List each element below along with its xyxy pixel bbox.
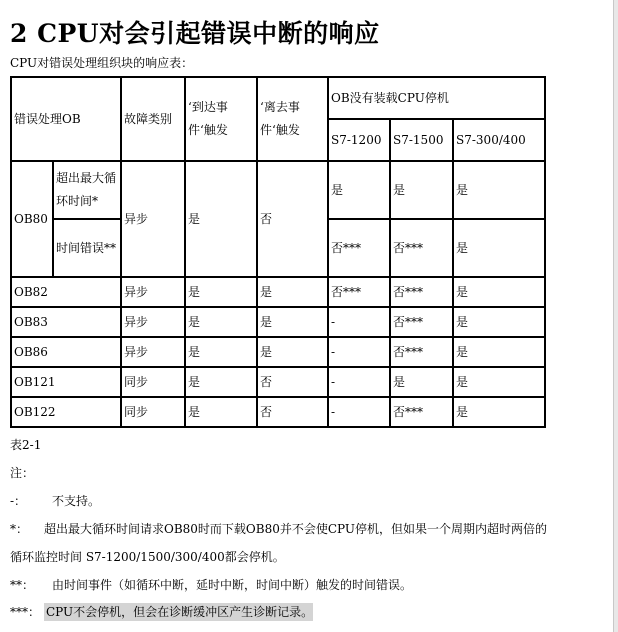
- cell-type: 异步: [121, 307, 185, 337]
- header-fault-type: 故障类别: [121, 77, 185, 161]
- cell-leave: 否: [257, 367, 328, 397]
- note-star1-continued: 循环监控时间 S7-1200/1500/300/400都会停机。: [10, 550, 285, 564]
- cell-s7-1200: -: [328, 367, 390, 397]
- table-intro: CPU对错误处理组织块的响应表：: [10, 56, 194, 70]
- cell-arrive: 是: [185, 277, 257, 307]
- cell-arrive: 是: [185, 367, 257, 397]
- note-star1-mark: *：: [10, 522, 29, 536]
- cell-s7-300: 是: [453, 307, 545, 337]
- header-leave-event: ‘离去事件‘触发: [257, 77, 328, 161]
- cell-ob80: OB80: [11, 161, 53, 277]
- cell-s7-1500: 否***: [390, 277, 453, 307]
- note-star1-text: 超出最大循环时间请求OB80时而下载OB80并不会使CPU停机，但如果一个周期内超时两倍的: [44, 522, 548, 536]
- cell-s7-300: 是: [453, 367, 545, 397]
- table-row: [11, 307, 545, 337]
- cell-s7-1200: 否***: [328, 277, 390, 307]
- cell-s7-1500: 是: [390, 367, 453, 397]
- table-caption: 表2-1: [10, 438, 42, 452]
- note-star2: [10, 576, 412, 593]
- cell-type: 异步: [121, 337, 185, 367]
- cell-ob80-r1-s7-1500: 是: [390, 161, 453, 219]
- cell-ob80-time-error: 时间错误**: [53, 219, 121, 277]
- cell-ob: OB83: [11, 307, 121, 337]
- note-star1: [10, 520, 547, 537]
- table-row: [11, 397, 545, 427]
- cell-leave: 否: [257, 397, 328, 427]
- cell-ob: OB122: [11, 397, 121, 427]
- note-dash: [10, 492, 100, 509]
- note-star3: [10, 603, 313, 620]
- cell-s7-300: 是: [453, 397, 545, 427]
- cell-ob80-leave: 否: [257, 161, 328, 277]
- cell-type: 同步: [121, 367, 185, 397]
- cell-type: 同步: [121, 397, 185, 427]
- cell-ob: OB86: [11, 337, 121, 367]
- cell-ob: OB82: [11, 277, 121, 307]
- cell-ob80-arrive: 是: [185, 161, 257, 277]
- cell-s7-1500: 否***: [390, 397, 453, 427]
- note-dash-text: 不支持。: [52, 494, 101, 508]
- cell-s7-1500: 否***: [390, 337, 453, 367]
- header-s7-300-400: S7-300/400: [453, 119, 545, 161]
- cell-ob80-r1-s7-1200: 是: [328, 161, 390, 219]
- cell-ob80-r2-s7-1200: 否***: [328, 219, 390, 277]
- cell-ob80-r2-s7-1500: 否***: [390, 219, 453, 277]
- cell-ob80-r2-s7-300: 是: [453, 219, 545, 277]
- cell-s7-1200: -: [328, 307, 390, 337]
- cell-ob80-max-cycle: 超出最大循环时间*: [53, 161, 121, 219]
- note-dash-mark: -：: [10, 494, 27, 508]
- cell-s7-300: 是: [453, 337, 545, 367]
- ob-response-table: [10, 76, 546, 428]
- cell-ob80-r1-s7-300: 是: [453, 161, 545, 219]
- table-row: [11, 337, 545, 367]
- page-title: 2 CPU对会引起错误中断的响应: [10, 19, 380, 48]
- cell-s7-1200: -: [328, 397, 390, 427]
- cell-arrive: 是: [185, 397, 257, 427]
- cell-type: 异步: [121, 277, 185, 307]
- header-ob: 错误处理OB: [11, 77, 121, 161]
- cell-arrive: 是: [185, 337, 257, 367]
- note-star3-mark: ***：: [10, 605, 41, 619]
- cell-ob80-type: 异步: [121, 161, 185, 277]
- table-row: [11, 367, 545, 397]
- cell-s7-300: 是: [453, 277, 545, 307]
- note-star2-mark: **：: [10, 578, 35, 592]
- cell-leave: 是: [257, 307, 328, 337]
- cell-arrive: 是: [185, 307, 257, 337]
- header-arrive-event: ‘到达事件‘触发: [185, 77, 257, 161]
- header-s7-1500: S7-1500: [390, 119, 453, 161]
- table-row: [11, 277, 545, 307]
- cell-ob: OB121: [11, 367, 121, 397]
- scroll-frame: [614, 0, 618, 632]
- cell-s7-1500: 否***: [390, 307, 453, 337]
- notes-label: 注：: [10, 466, 35, 480]
- note-star3-text: CPU不会停机，但会在诊断缓冲区产生诊断记录。: [46, 605, 314, 619]
- cell-leave: 是: [257, 277, 328, 307]
- header-ob-not-loaded: OB没有装载CPU停机: [328, 77, 545, 119]
- header-s7-1200: S7-1200: [328, 119, 390, 161]
- cell-leave: 是: [257, 337, 328, 367]
- note-star2-text: 由时间事件（如循环中断，延时中断，时间中断）触发的时间错误。: [52, 578, 413, 592]
- cell-s7-1200: -: [328, 337, 390, 367]
